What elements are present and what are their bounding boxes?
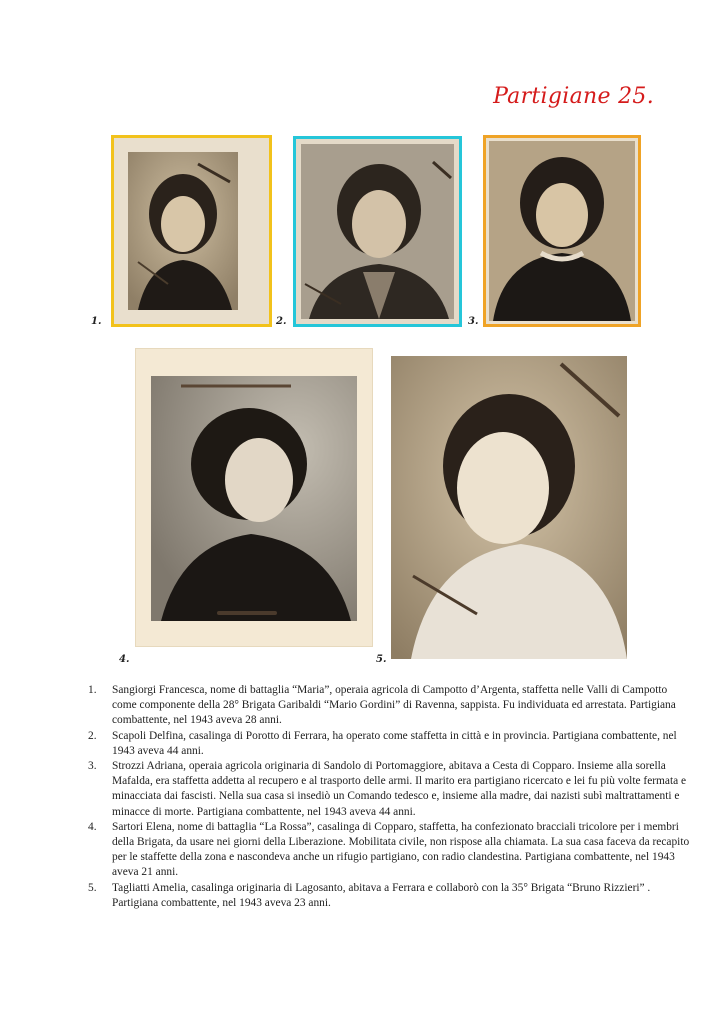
caption-item-3 [88,759,694,820]
caption-item-4 [88,820,694,881]
caption-item-2 [88,729,694,759]
caption-index: 2. [88,729,97,742]
caption-item-5 [88,881,694,911]
portrait-photo-3 [489,141,635,321]
photo-number-3: 3. [468,316,479,327]
photo-number-4: 4. [119,654,130,665]
photo-number-2: 2. [276,316,287,327]
photo-number-1: 1. [91,316,102,327]
photo-clip-mark [217,611,277,615]
photo-frame-1 [111,135,272,327]
portrait-photo-5 [391,356,627,659]
page-title: Partigiane 25. [493,84,654,109]
caption-item-1 [88,683,694,729]
portrait-photo-2 [301,144,454,319]
caption-text: Sartori Elena, nome di battaglia “La Rossa”, casalinga di Copparo, staffetta, ha confezionato bracciali tricolore per i membri della Brigata, da usare nei giorni della Liberazione. Mobilitata civile, non rispose alla chiamata. La sua casa faceva da recapito per le staffette della zona e nascondeva anche un rifugio partigiano, con radio clandestina. Partigiana combattente, nel 1943 aveva 21 anni. [112,820,690,879]
photo-frame-2 [293,136,462,327]
photo-frame-5 [391,356,627,659]
photo-number-5: 5. [376,654,387,665]
caption-index: 1. [88,684,97,696]
caption-text: Sangiorgi Francesca, nome di battaglia “Maria”, operaia agricola di Campotto d’Argenta, staffetta nelle Valli di Campotto come componente della 28° Brigata Garibaldi “Mario Gordini” di Ravenna, sappista. Fu individuata ed arrestata. Partigiana combattente, nel 1943 aveva 28 anni. [112,684,676,727]
caption-text: Scapoli Delfina, casalinga di Porotto di Ferrara, ha operato come staffetta in città e in provincia. Partigiana combattente, nel 1943 aveva 44 anni. [112,729,677,757]
caption-index: 3. [88,760,97,773]
caption-index: 4. [88,820,97,833]
photo-frame-4 [135,348,373,647]
caption-text: Tagliatti Amelia, casalinga originaria di Lagosanto, abitava a Ferrara e collaborò con la 35° Brigata “Bruno Rizzieri” . Partigiana combattente, nel 1943 aveva 23 anni. [112,881,651,909]
caption-list [88,683,694,911]
caption-text: Strozzi Adriana, operaia agricola originaria di Sandolo di Portomaggiore, abitava a Cesta di Copparo. Insieme alla sorella Mafalda, era staffetta addetta al recupero e al trasporto delle armi. Il marito era partigiano ricercato e lei fu più volte fermata e minacciata dai fascisti. Nella sua casa si insediò un Comando tedesco e, insieme alla madre, dai nazisti subì maltrattamenti e minacce di morte. Partigiana combattente, nel 1943 aveva 44 anni. [112,760,687,818]
photo-frame-3 [483,135,641,327]
portrait-photo-4 [151,376,357,621]
caption-index: 5. [88,881,97,894]
portrait-photo-1 [128,152,238,310]
